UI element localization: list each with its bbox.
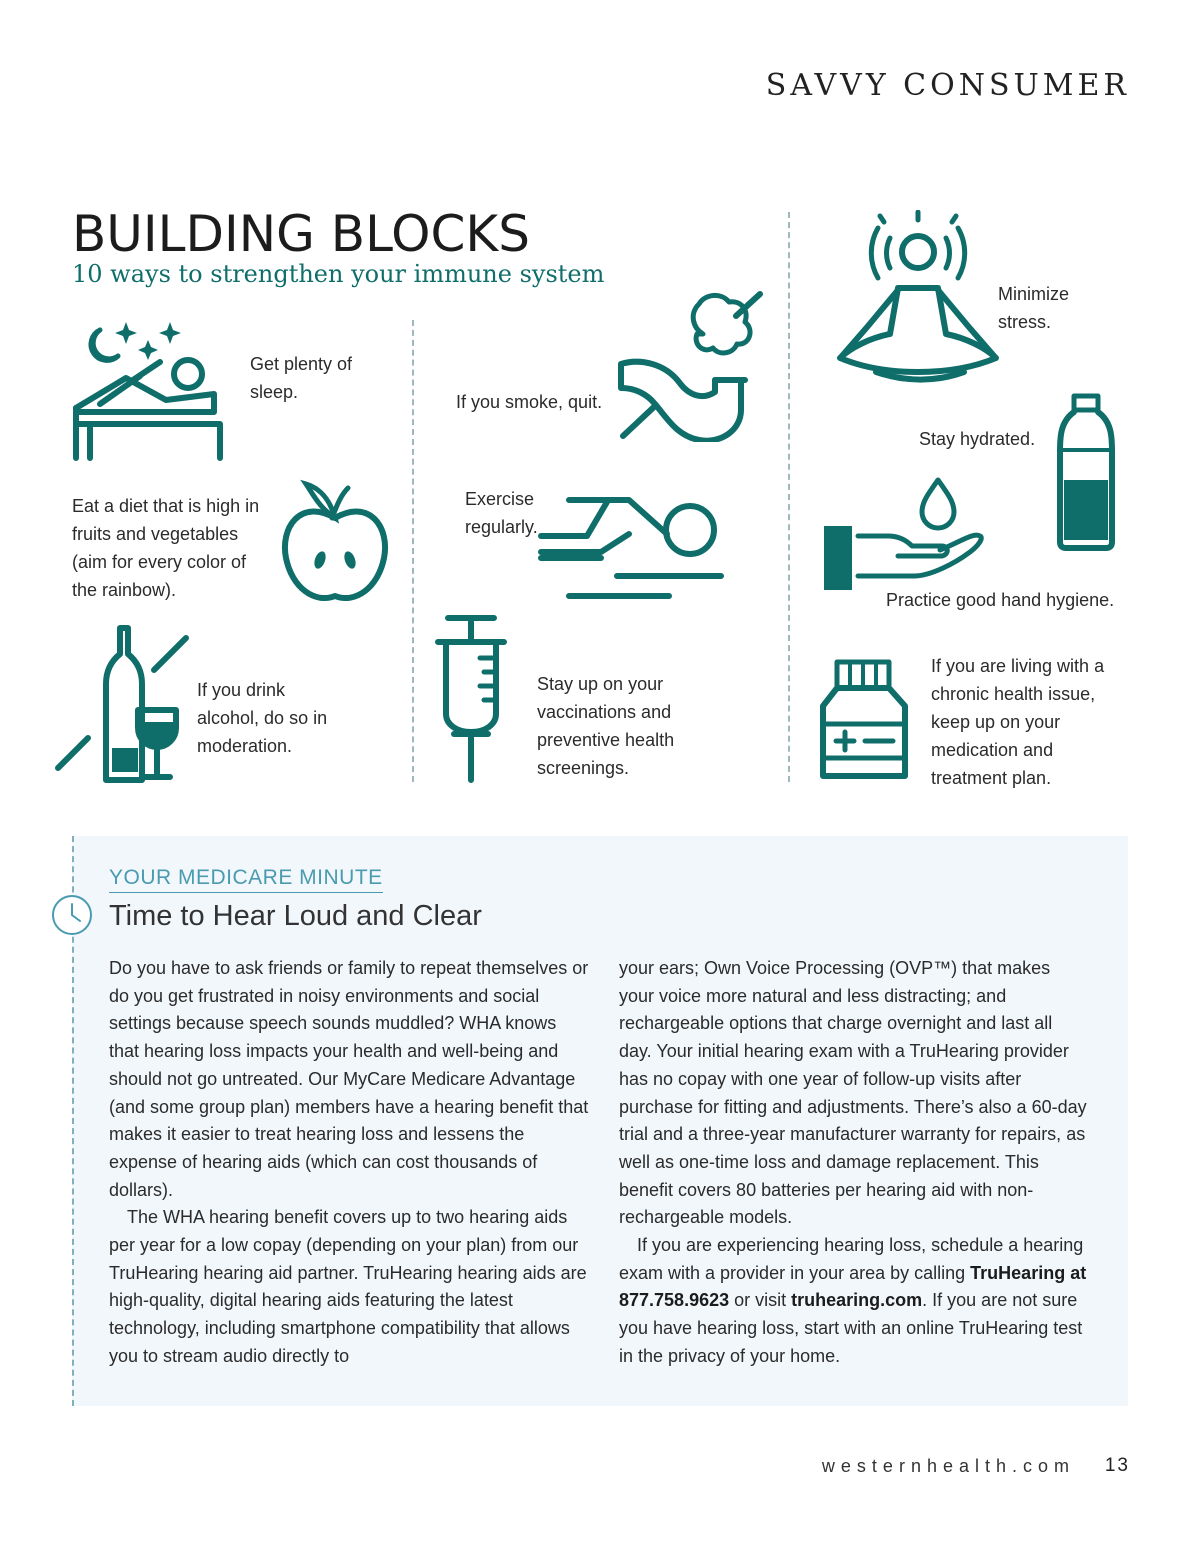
page-title: BUILDING BLOCKS <box>72 205 530 263</box>
tip-vaccines: Stay up on your vaccinations and preventive health screenings. <box>537 674 675 778</box>
footer-url: westernhealth.com <box>821 1456 1075 1476</box>
column-divider-1 <box>412 320 414 782</box>
medicine-bottle-icon <box>817 656 912 786</box>
moon-stars-bed-icon <box>70 318 230 468</box>
clock-icon <box>51 894 93 936</box>
truhearing-phone: TruHearing at 877.758.9623 <box>619 1262 1087 1311</box>
no-wine-icon <box>52 622 192 787</box>
col2-text-b: or visit <box>729 1290 792 1311</box>
page-number: 13 <box>1104 1455 1130 1476</box>
col2-paragraph-2 <box>619 1232 1089 1371</box>
swimmer-icon <box>535 490 730 605</box>
syringe-icon <box>430 610 510 785</box>
apple-icon <box>280 478 390 608</box>
medicare-title: Time to Hear Loud and Clear <box>109 900 482 932</box>
tip-hygiene: Practice good hand hygiene. <box>886 590 1115 610</box>
col2-paragraph-1: your ears; Own Voice Processing (OVP™) that makes your voice more natural and less distracting; and rechargeable options that charge overnight and last all day. Your initial hearing exam with a TruHearing provider has no copay with one year of follow-up visits after purchase for fitting and adjustments. There’s also a 60-day trial and a three-year manufacturer warranty for repairs, as well as one-time loss and damage replacement. This benefit covers 80 batteries per hearing aid with non-rechargeable models. <box>619 958 1087 1228</box>
medicare-column-2 <box>619 955 1089 1371</box>
medicare-kicker: YOUR MEDICARE MINUTE <box>109 866 383 893</box>
medicare-column-1 <box>109 955 589 1371</box>
tip-chronic: If you are living with a chronic health issue, keep up on your medication and treatment plan. <box>931 656 1105 788</box>
tip-hydrate: Stay hydrated. <box>919 429 1036 449</box>
section-label: SAVVY CONSUMER <box>765 68 1130 103</box>
col2-text-a: If you are experiencing hearing loss, schedule a hearing exam with a provider in your area by calling <box>619 1235 1084 1283</box>
col1-paragraph-1: Do you have to ask friends or family to repeat themselves or do you get frustrated in noisy environments and social settings because speech sounds muddled? WHA knows that hearing loss impacts your health and well-being and should not go untreated. Our MyCare Medicare Advantage (and some group plan) members have a hearing benefit that makes it easier to treat hearing loss and lessens the expense of hearing aids (which can cost thousands of dollars). <box>109 958 589 1200</box>
col2-text-c: . If you are not sure you have hearing loss, start with an online TruHearing test in the privacy of your home. <box>619 1290 1083 1366</box>
column-divider-2 <box>788 212 790 782</box>
tip-exercise: Exercise regularly. <box>465 489 538 537</box>
page-subtitle: 10 ways to strengthen your immune system <box>72 260 605 288</box>
water-bottle-icon <box>1054 390 1119 555</box>
meditation-icon <box>836 210 1001 395</box>
tip-stress: Minimize stress. <box>998 284 1070 332</box>
hand-drop-icon <box>822 470 992 595</box>
tip-alcohol: If you drink alcohol, do so in moderation. <box>197 680 328 756</box>
tip-diet: Eat a diet that is high in fruits and vegetables (aim for every color of the rainbow). <box>72 496 260 600</box>
tip-smoke: If you smoke, quit. <box>456 392 603 412</box>
no-pipe-icon <box>615 282 770 442</box>
truhearing-site: truhearing.com <box>791 1290 923 1311</box>
col1-paragraph-2: The WHA hearing benefit covers up to two hearing aids per year for a low copay (depending on your plan) from our TruHearing hearing aid partner. TruHearing hearing aids are high-quality, digital hearing aids featuring the latest technology, including smartphone compatibility that allows you to stream audio directly to <box>109 1207 587 1366</box>
tip-sleep: Get plenty of sleep. <box>250 354 353 402</box>
